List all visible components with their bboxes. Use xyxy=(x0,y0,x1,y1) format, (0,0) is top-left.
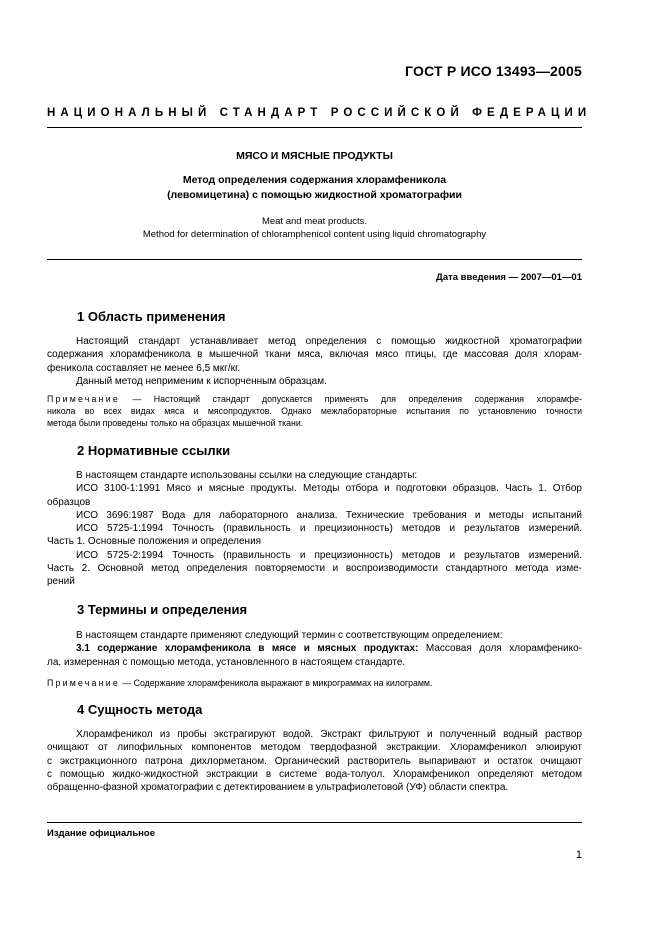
document-title: МЯСО И МЯСНЫЕ ПРОДУКТЫ xyxy=(236,150,393,162)
text-line: содержания хлорамфеникола в мышечной ткани мяса, включая мясо птицы, где массовая доля хлорам- xyxy=(47,349,582,361)
reference-line: Часть 1. Основные положения и определения xyxy=(47,536,262,548)
reference-line: ИСО 3696:1987 Вода для лабораторного анализа. Технические требования и методы испытаний xyxy=(76,509,582,521)
text-line: Настоящий стандарт устанавливает метод определения с помощью жидкостной хроматографии xyxy=(76,336,582,347)
document-code: ГОСТ Р ИСО 13493—2005 xyxy=(405,63,582,79)
official-edition-label: Издание официальное xyxy=(47,828,155,839)
section-3-heading: 3 Термины и определения xyxy=(77,602,248,617)
subtitle-line: (левомицетина) с помощью жидкостной хроматографии xyxy=(167,189,462,201)
section-4-paragraph xyxy=(47,728,582,794)
text-line: с экстракционного патрона дихлорметаном. Органический растворитель выпаривают и остаток очищают xyxy=(47,755,582,767)
section-1-heading: 1 Область применения xyxy=(77,309,226,324)
term-definition-line: ла, измеренная с помощью метода, установленного в настоящем стандарте. xyxy=(47,656,406,668)
text-line: обращенно-фазной хроматографии с детектированием в ультрафиолетовой (УФ) области спектра. xyxy=(47,782,509,794)
english-title xyxy=(47,215,582,241)
note-line: Примечание — Настоящий стандарт допускается применять для определения содержания хлорамфе- xyxy=(47,394,582,404)
reference-line: ИСО 5725-2:1994 Точность (правильность и прецизионность) методов и результатов измерений. xyxy=(76,549,582,561)
document-subtitle xyxy=(47,173,582,203)
text-line: очищают от липофильных компонентов методом твердофазной экстракции. Хлорамфеникол элюируют xyxy=(47,742,582,754)
term-name: 3.1 содержание хлорамфеникола в мясе и мясных продуктах: xyxy=(76,643,419,655)
english-title-line: Meat and meat products. xyxy=(261,216,368,227)
note-line: Примечание — Содержание хлорамфеникола выражают в микрограммах на килограмм. xyxy=(47,678,433,688)
reference-line: Часть 2. Основной метод определения повторяемости и воспроизводимости стандартного метода изме- xyxy=(47,563,582,575)
note-line: метода были проведены только на образцах мышечной ткани. xyxy=(47,418,304,428)
text-line: Хлорамфеникол из пробы экстрагируют водой. Экстракт фильтруют и полученный водный раствор xyxy=(76,729,582,740)
reference-line: ИСО 3100-1:1991 Мясо и мясные продукты. Методы отбора и подготовки образцов. Часть 1. Отбор xyxy=(76,483,582,495)
national-standard-banner: НАЦИОНАЛЬНЫЙ СТАНДАРТ РОССИЙСКОЙ ФЕДЕРАЦИИ xyxy=(47,107,592,119)
section-2-paragraph xyxy=(47,469,582,589)
note-label: Примечание xyxy=(47,678,120,688)
subtitle-line: Метод определения содержания хлорамфеникола xyxy=(182,174,447,186)
reference-line: ИСО 5725-1:1994 Точность (правильность и прецизионность) методов и результатов измерений. xyxy=(76,523,582,535)
section-1-paragraph xyxy=(47,335,582,388)
text-line: Данный метод неприменим к испорченным образцам. xyxy=(76,375,327,387)
introduction-date: Дата введения — 2007—01—01 xyxy=(436,272,582,283)
section-1-note xyxy=(47,393,582,429)
reference-line: рений xyxy=(47,576,75,588)
text-line: с помощью жидко-жидкостной экстракции в системе вода-толуол. Хлорамфеникол определяют методом xyxy=(47,768,582,780)
note-label: Примечание xyxy=(47,394,120,404)
text-line: феникола составляет не менее 6,5 мкг/кг. xyxy=(47,362,241,374)
section-4-heading: 4 Сущность метода xyxy=(77,702,203,717)
note-line: никола во всех видах мяса и мясопродуктов. Однако межлабораторные испытания по установлению точности xyxy=(47,406,582,416)
section-3-paragraph xyxy=(47,629,582,669)
reference-line: образцов xyxy=(47,496,91,508)
footer-divider xyxy=(47,822,582,823)
title-divider xyxy=(47,259,582,260)
section-3-note xyxy=(47,677,582,689)
page-number: 1 xyxy=(575,849,582,861)
term-definition-line: 3.1 содержание хлорамфеникола в мясе и мясных продуктах: Массовая доля хлорамфенико- xyxy=(76,643,582,655)
text-line: В настоящем стандарте использованы ссылки на следующие стандарты: xyxy=(76,470,418,481)
header-divider xyxy=(47,127,582,128)
section-2-heading: 2 Нормативные ссылки xyxy=(77,443,231,458)
text-line: В настоящем стандарте применяют следующий термин с соответствующим определением: xyxy=(76,630,503,641)
english-title-line: Method for determination of chloramphenicol content using liquid chromatography xyxy=(142,229,487,240)
